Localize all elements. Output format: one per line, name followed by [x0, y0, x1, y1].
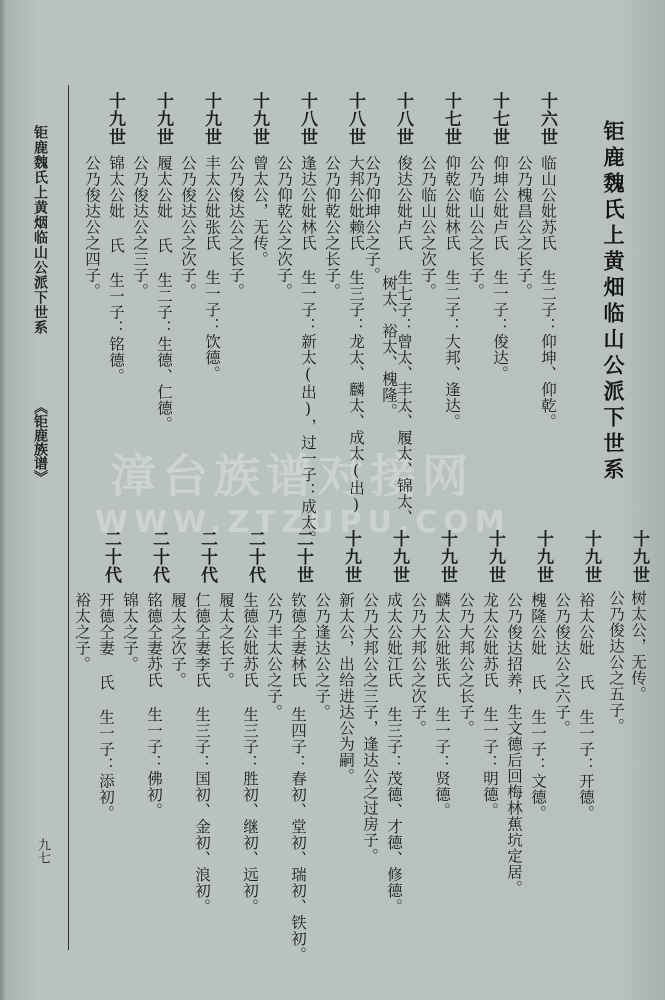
entry-line-1-continued: 树太、裕太、槐隆。 — [380, 275, 398, 419]
entry-line-1: 开德仝妻 氏 生一子：添初。 — [97, 592, 115, 821]
entry-line-1: 逢达公妣林氏 生一子：新太(出)，过一子：成太。 — [299, 155, 317, 547]
generation-label: 十九世 — [437, 530, 457, 584]
entry-line-1: 钦德仝妻林氏 生四子：春初、堂初、瑞初、铁初。 — [289, 592, 307, 963]
entry-line-2: 公乃俊达公之五子。 — [607, 590, 625, 734]
generation-label: 二十代 — [149, 530, 169, 584]
generation-label: 十九世 — [581, 530, 601, 584]
entry-line-1: 成太公妣江氏 生三子：茂德、才德、修德。 — [385, 592, 403, 915]
generation-label: 十八世 — [297, 92, 317, 146]
entry-line-2: 公乃临山公之次子。 — [419, 155, 437, 299]
entry-line-1: 槐隆公妣 氏 生一子：文德。 — [529, 592, 547, 821]
entry-line-1: 俊达公妣卢氏 生七子：曾太、丰太、履太、锦太、 — [395, 155, 413, 526]
generation-label: 十八世 — [393, 92, 413, 146]
side-book-title: 《钜鹿族谱》 — [32, 400, 48, 484]
watermark-text: 漳台族谱对接网 — [110, 449, 474, 503]
entry-line-1: 新太公，出给进达公为嗣。 — [337, 592, 355, 784]
generation-label: 十九世 — [105, 92, 125, 146]
entry-line-1: 树太公，无传。 — [629, 590, 647, 702]
entry-line-1: 曾太公，无传。 — [251, 155, 269, 267]
page-number: 九七 — [35, 838, 50, 864]
generation-label: 十九世 — [389, 530, 409, 584]
entry-line-2: 公乃俊达公之三子。 — [131, 155, 149, 299]
generation-label: 二十代 — [101, 530, 121, 584]
entry-line-1: 裕太公妣 氏 生一子：开德。 — [577, 592, 595, 821]
generation-label: 十九世 — [533, 530, 553, 584]
entry-line-2: 履太之长子。 — [217, 592, 235, 688]
entry-line-1: 仁德仝妻李氏 生三子：国初、金初、浪初。 — [193, 592, 211, 915]
entry-lower-1 — [553, 0, 623, 1000]
entry-line-1: 履太公妣 氏 生二子：生德、仁德。 — [155, 155, 173, 432]
generation-label: 十九世 — [341, 530, 361, 584]
entry-line-1: 大邦公妣赖氏 生三子：龙太、麟太、成太(出) — [347, 155, 365, 515]
entry-line-2: 公乃俊达公之长子。 — [227, 155, 245, 299]
generation-label: 十九世 — [153, 92, 173, 146]
generation-label: 二十代 — [197, 530, 217, 584]
entry-line-1: 龙太公妣苏氏 生一子：明德。 — [481, 592, 499, 819]
page-title: 钜鹿魏氏上黄畑临山公派下世系 — [601, 120, 626, 484]
entry-line-1: 临山公妣苏氏 生二子：仰坤、仰乾。 — [539, 155, 557, 430]
entry-line-2: 公乃俊达招养，生文德后回梅林蕉坑定居。 — [505, 592, 523, 896]
entry-line-2: 公乃临山公之长子。 — [467, 155, 485, 299]
entry-line-2: 公乃俊达公之六子。 — [553, 592, 571, 736]
entry-line-2: 公乃俊达公之次子。 — [179, 155, 197, 299]
generation-label: 十九世 — [249, 92, 269, 146]
generation-label: 二十世 — [293, 530, 313, 584]
entry-line-2: 公乃仰坤公之子。 — [363, 155, 381, 283]
entry-line-1: 麟太公妣张氏 生一子：贤德。 — [433, 592, 451, 819]
entry-line-2: 公乃仰乾公之次子。 — [275, 155, 293, 299]
entry-line-2: 锦太之子。 — [121, 592, 139, 672]
entry-line-2: 公乃逢达公之子。 — [313, 592, 331, 720]
entry-line-2: 公乃大邦公之次子。 — [409, 592, 427, 736]
generation-label: 十九世 — [485, 530, 505, 584]
generation-label: 十九世 — [201, 92, 221, 146]
entry-line-2: 公乃丰太公之子。 — [265, 592, 283, 720]
entry-line-2: 公乃仰乾公之长子。 — [323, 155, 341, 299]
generation-label: 十八世 — [345, 92, 365, 146]
entry-line-1: 丰太公妣张氏 生一子：饮德。 — [203, 155, 221, 382]
generation-label: 十七世 — [441, 92, 461, 146]
entry-line-1: 生德公妣苏氏 生三子：胜初、继初、远初。 — [241, 592, 259, 915]
margin-rule — [68, 85, 69, 950]
generation-label: 二十代 — [245, 530, 265, 584]
generation-label: 十九世 — [629, 530, 649, 584]
entry-line-2: 履太之次子。 — [169, 592, 187, 688]
entry-line-2: 公乃槐昌公之长子。 — [515, 155, 533, 299]
generation-label: 十七世 — [489, 92, 509, 146]
side-running-title: 钜鹿魏氏上黄烟临山公派下世系 — [32, 125, 48, 335]
entry-line-2: 裕太之子。 — [73, 592, 91, 672]
entry-line-1: 铭德仝妻苏氏 生一子：佛初。 — [145, 592, 163, 819]
entry-line-2: 公乃俊达公之四子。 — [83, 155, 101, 299]
entry-line-2: 公乃大邦公之长子。 — [457, 592, 475, 736]
entry-line-1: 仰坤公妣卢氏 生一子：俊达。 — [491, 155, 509, 382]
entry-line-2: 公乃大邦公之三子，逢达公之过房子。 — [361, 592, 379, 864]
entry-line-1: 仰乾公妣林氏 生二子：大邦、逢达。 — [443, 155, 461, 430]
generation-label: 十六世 — [537, 92, 557, 146]
entry-line-1: 锦太公妣 氏 生一子：铭德。 — [107, 155, 125, 384]
watermark-url: WWW.ZTZUPU.COM — [95, 505, 511, 540]
